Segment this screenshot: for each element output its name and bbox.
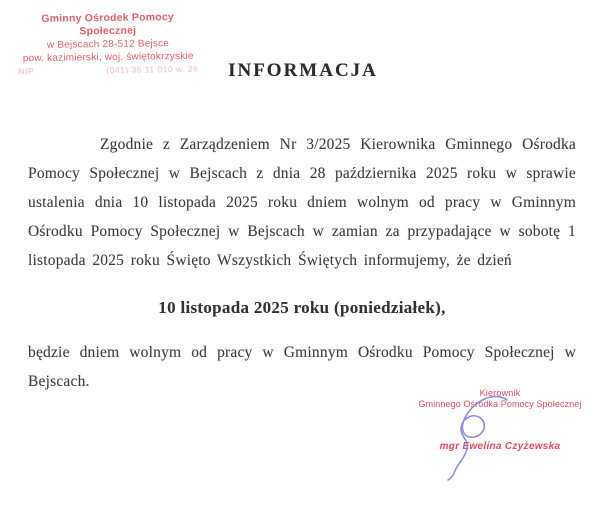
body-paragraph-2: będzie dniem wolnym od pracy w Gminnym Ośrodku Pomocy Społecznej w Bejscach.	[28, 344, 576, 390]
highlighted-date-line: 10 listopada 2025 roku (poniedziałek),	[158, 298, 446, 317]
signature-role: Kierownik	[479, 388, 521, 398]
body-paragraph-1: Zgodnie z Zarządzeniem Nr 3/2025 Kierownika Gminnego Ośrodka Pomocy Społecznej w Bejscach z dnia 28 października 2025 roku w sprawie ustalenia dnia 10 listopada 2025 roku dniem wolnym od pracy w Gminnym Ośrodku Pomocy Społecznej w Bejscach w zamian za przypadające w sobotę 1 listopada 2025 roku Święto Wszystkich Świętych informujemy, że dzień	[28, 136, 576, 269]
stamp-org-name: Gminny Ośrodek Pomocy Społecznej	[41, 11, 174, 38]
signature-org: Gminnego Ośrodka Pomocy Społecznej	[418, 399, 582, 409]
stamp-nip-fragment: NIP	[18, 66, 35, 77]
stamp-region: pow. kazimierski, woj. świętokrzyskie	[22, 50, 194, 65]
stamp-address: w Bejscach 28-512 Bejsce	[46, 38, 170, 51]
stamp-phone-fragment: (041) 35 11 010 w. 26	[106, 63, 199, 76]
document-body	[28, 130, 576, 396]
signature-block	[412, 388, 588, 452]
page-title: INFORMACJA	[228, 60, 378, 81]
signature-name: mgr Ewelina Czyżewska	[439, 441, 561, 452]
